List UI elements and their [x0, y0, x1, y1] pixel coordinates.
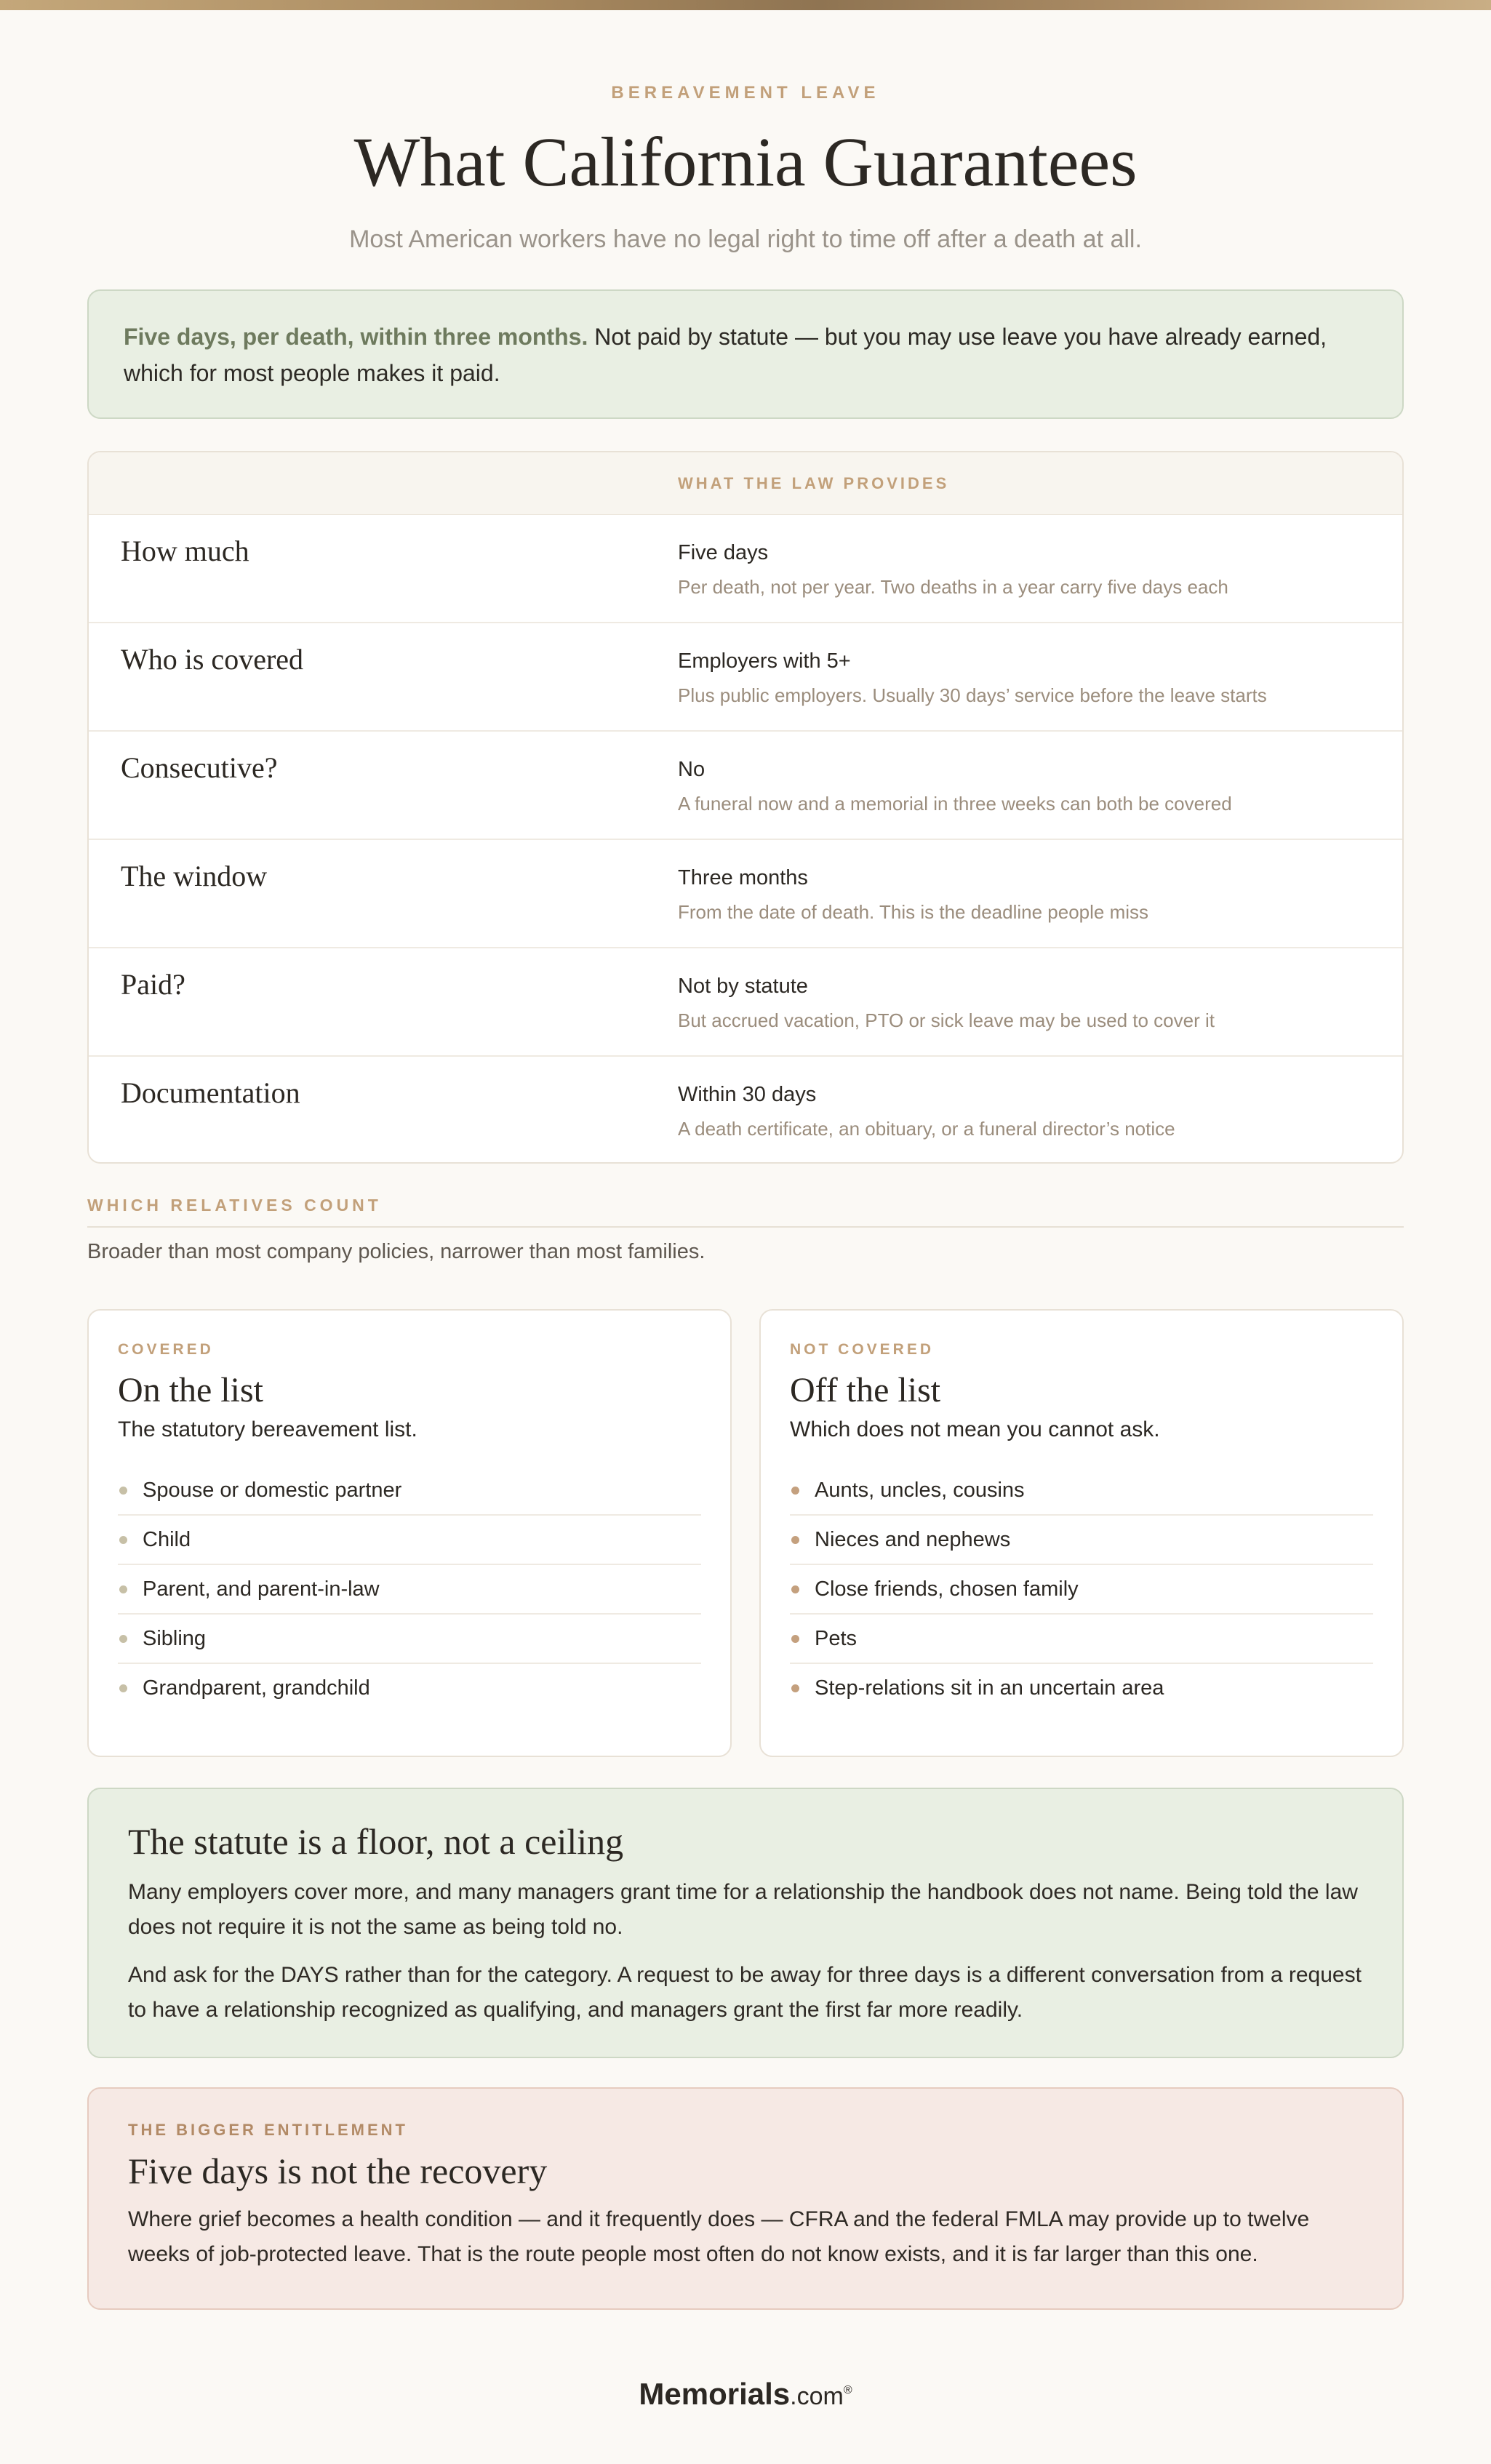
- bigger-eyebrow: THE BIGGER ENTITLEMENT: [128, 2121, 408, 2139]
- list-item: [790, 1615, 1373, 1664]
- bullet-dot-icon: [119, 1536, 127, 1544]
- bigger-entitlement-panel: [87, 2087, 1404, 2310]
- relatives-eyebrow: WHICH RELATIVES COUNT: [87, 1196, 382, 1215]
- list-item: [118, 1466, 701, 1516]
- summary-callout-bold: Five days, per death, within three months.: [124, 324, 588, 350]
- top-accent-bar: [0, 0, 1491, 10]
- list-item-text: Spouse or domestic partner: [143, 1479, 402, 1502]
- bullet-dot-icon: [791, 1585, 799, 1593]
- covered-list: [118, 1466, 701, 1713]
- law-row: [89, 732, 1402, 840]
- not-covered-card: [759, 1309, 1404, 1757]
- summary-callout-text: Not paid by statute — but you may use leave you have already earned, which for most people makes it paid.: [124, 324, 1327, 386]
- list-item: [118, 1615, 701, 1664]
- law-provisions-table: [87, 451, 1404, 1164]
- floor-paragraph-1: Many employers cover more, and many managers grant time for a relationship the handbook does not name. Being told the law does not require it is not the same as being told no.: [128, 1880, 1358, 1939]
- law-row-value: Within 30 days: [678, 1083, 817, 1106]
- logo-wordmark: Memorials: [639, 2377, 791, 2411]
- summary-callout: [87, 289, 1404, 419]
- list-item: [118, 1565, 701, 1615]
- not-covered-title: Off the list: [790, 1371, 941, 1409]
- list-item-text: Grandparent, grandchild: [143, 1676, 370, 1700]
- list-item-text: Child: [143, 1528, 191, 1551]
- list-item: [790, 1466, 1373, 1516]
- not-covered-list: [790, 1466, 1373, 1713]
- list-item-text: Aunts, uncles, cousins: [815, 1479, 1025, 1502]
- floor-title: The statute is a floor, not a ceiling: [128, 1821, 624, 1862]
- law-row: [89, 948, 1402, 1057]
- list-item-text: Step-relations sit in an uncertain area: [815, 1676, 1164, 1700]
- list-item-text: Parent, and parent-in-law: [143, 1577, 380, 1601]
- bullet-dot-icon: [119, 1635, 127, 1643]
- bullet-dot-icon: [791, 1684, 799, 1692]
- list-item-text: Sibling: [143, 1627, 207, 1650]
- list-item: [118, 1516, 701, 1565]
- section-divider: [87, 1226, 1404, 1228]
- law-row-value: Five days: [678, 541, 769, 564]
- logo-tld: .com: [790, 2383, 844, 2410]
- law-row: [89, 1057, 1402, 1164]
- page-title: What California Guarantees: [353, 123, 1138, 201]
- law-row-note: A funeral now and a memorial in three weeks can both be covered: [678, 793, 1232, 815]
- law-row: [89, 515, 1402, 623]
- law-table-heading: WHAT THE LAW PROVIDES: [678, 474, 950, 492]
- law-row-note: Per death, not per year. Two deaths in a year carry five days each: [678, 576, 1228, 598]
- law-row-label: Consecutive?: [121, 751, 278, 784]
- law-row-note: A death certificate, an obituary, or a funeral director’s notice: [678, 1118, 1175, 1140]
- covered-title: On the list: [118, 1371, 263, 1409]
- page-eyebrow: BEREAVEMENT LEAVE: [611, 83, 880, 103]
- law-row-label: Documentation: [121, 1076, 300, 1109]
- floor-paragraph-2: And ask for the DAYS rather than for the category. A request to be away for three days is a different conversation from a request to have a relationship recognized as qualifying, and managers grant the first far more readily.: [128, 1963, 1362, 2022]
- law-table-header: [89, 452, 1402, 515]
- bullet-dot-icon: [791, 1487, 799, 1495]
- law-row-value: No: [678, 758, 705, 781]
- relatives-description: Broader than most company policies, narrower than most families.: [87, 1240, 705, 1263]
- law-row-note: From the date of death. This is the deadline people miss: [678, 901, 1149, 923]
- list-item-text: Close friends, chosen family: [815, 1577, 1079, 1601]
- law-row-label: Who is covered: [121, 643, 304, 676]
- law-row-label: Paid?: [121, 968, 185, 1001]
- list-item: [790, 1664, 1373, 1713]
- bigger-text: Where grief becomes a health condition — and it frequently does — CFRA and the federal FMLA may provide up to twelve weeks of job-protected leave. That is the route people most often do not know exists, and it is far larger than this one.: [128, 2207, 1310, 2266]
- bigger-title: Five days is not the recovery: [128, 2151, 548, 2191]
- list-item-text: Pets: [815, 1627, 858, 1650]
- not-covered-subtitle: Which does not mean you cannot ask.: [790, 1417, 1160, 1441]
- law-row-note: But accrued vacation, PTO or sick leave may be used to cover it: [678, 1009, 1215, 1031]
- law-row-value: Employers with 5+: [678, 649, 851, 673]
- covered-subtitle: The statutory bereavement list.: [118, 1417, 417, 1441]
- law-row-label: How much: [121, 535, 249, 567]
- law-row: [89, 623, 1402, 732]
- bullet-dot-icon: [119, 1487, 127, 1495]
- law-row-value: Three months: [678, 866, 808, 889]
- bullet-dot-icon: [791, 1635, 799, 1643]
- list-item: [790, 1565, 1373, 1615]
- law-row-value: Not by statute: [678, 975, 808, 998]
- law-row-note: Plus public employers. Usually 30 days’ service before the leave starts: [678, 684, 1267, 706]
- bullet-dot-icon: [119, 1585, 127, 1593]
- covered-card: [87, 1309, 732, 1757]
- page-subtitle: Most American workers have no legal right to time off after a death at all.: [349, 225, 1142, 253]
- covered-eyebrow: COVERED: [118, 1341, 214, 1358]
- list-item: [118, 1664, 701, 1713]
- logo-registered-mark: ®: [843, 2384, 852, 2396]
- floor-not-ceiling-panel: [87, 1788, 1404, 2058]
- bullet-dot-icon: [791, 1536, 799, 1544]
- law-row-label: The window: [121, 860, 268, 892]
- list-item: [790, 1516, 1373, 1565]
- law-row: [89, 840, 1402, 948]
- list-item-text: Nieces and nephews: [815, 1528, 1011, 1551]
- bullet-dot-icon: [119, 1684, 127, 1692]
- not-covered-eyebrow: NOT COVERED: [790, 1341, 935, 1358]
- memorials-logo[interactable]: [87, 2377, 1404, 2412]
